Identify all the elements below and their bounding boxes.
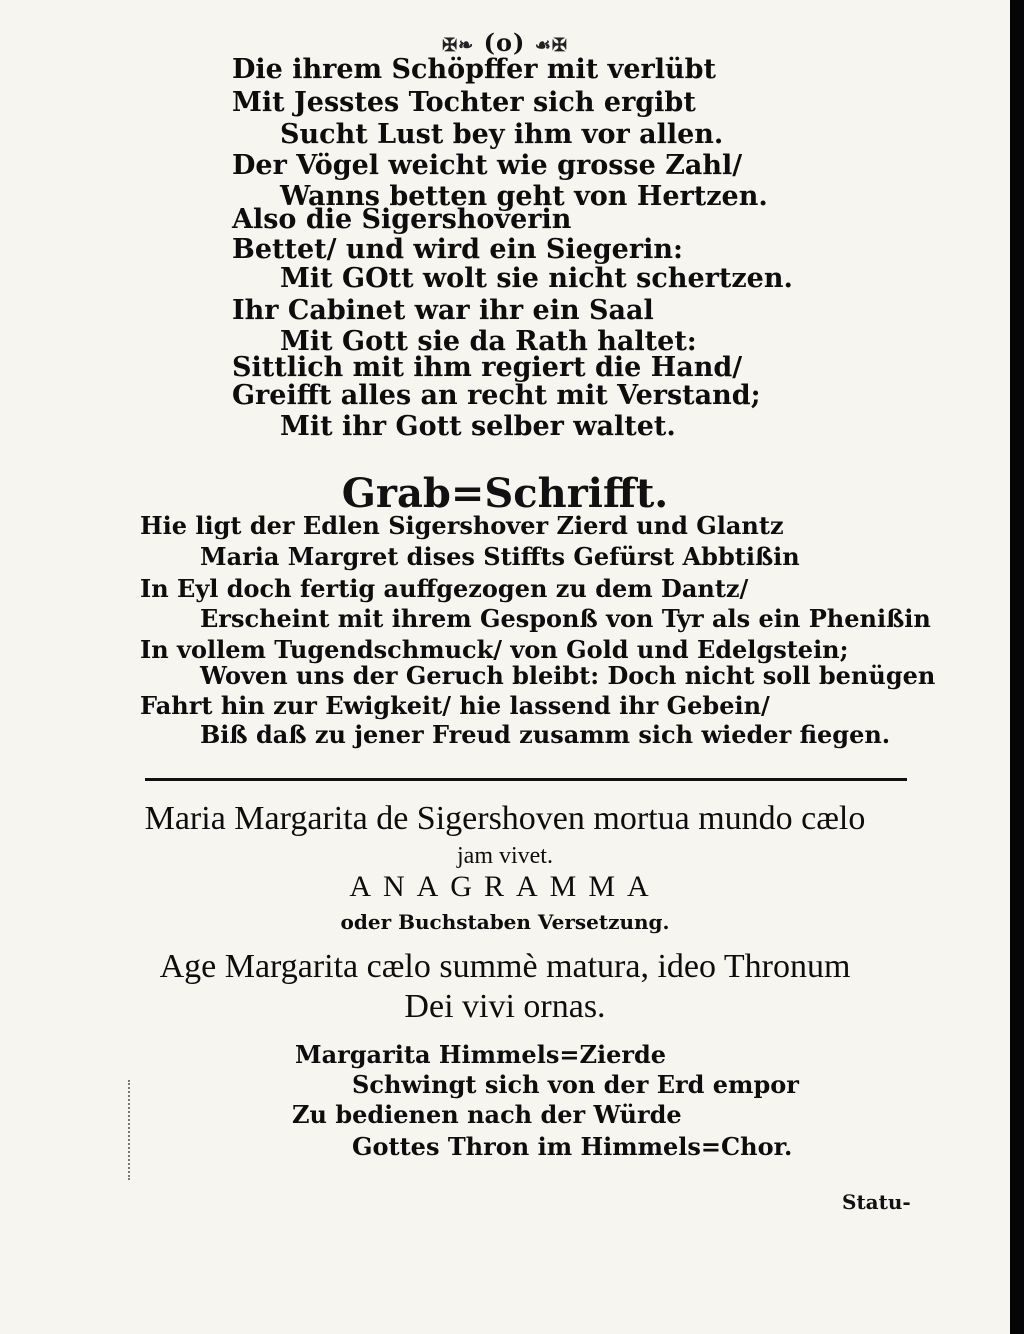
poem-line: Sucht Lust bey ihm vor allen. — [280, 119, 724, 150]
poem-line: Mit ihr Gott selber waltet. — [280, 411, 676, 442]
epitaph-line: Fahrt hin zur Ewigkeit/ hie lassend ihr Gebein/ — [140, 691, 770, 720]
verse-line: Zu bedienen nach der Würde — [292, 1100, 682, 1129]
section-rule — [145, 778, 907, 781]
verse-line: Gottes Thron im Himmels=Chor. — [352, 1132, 793, 1161]
scan-edge — [1010, 0, 1024, 1334]
poem-line: Die ihrem Schöpffer mit verlübt — [232, 54, 716, 85]
epitaph-line: Hie ligt der Edlen Sigershover Zierd und Glantz — [140, 511, 784, 540]
poem-line: Ihr Cabinet war ihr ein Saal — [232, 295, 654, 326]
verse-line: Margarita Himmels=Zierde — [295, 1040, 667, 1069]
poem-line: Mit Jesstes Tochter sich ergibt — [232, 87, 696, 118]
epitaph-line: Maria Margret dises Stiffts Gefürst Abbtißin — [200, 542, 800, 571]
epitaph-line: In Eyl doch fertig auffgezogen zu dem Dantz/ — [140, 574, 749, 603]
poem-line: Der Vögel weicht wie grosse Zahl/ — [232, 150, 743, 181]
page-header — [0, 28, 1010, 57]
ornament-left: ✠❧ — [442, 35, 475, 56]
poem-line: Also die Sigershoverin — [232, 204, 572, 235]
page-mark: (o) — [483, 28, 526, 57]
epitaph-line: Erscheint mit ihrem Gesponß von Tyr als ein Phenißin — [200, 604, 931, 633]
poem-line: Mit Gott sie da Rath haltet: — [280, 326, 697, 357]
epitaph-line: Biß daß zu jener Freud zusamm sich wieder fiegen. — [200, 720, 891, 749]
epitaph-line: Woven uns der Geruch bleibt: Doch nicht soll benügen — [200, 661, 936, 690]
verse-line: Schwingt sich von der Erd empor — [352, 1070, 799, 1099]
anagram-subheading: oder Buchstaben Versetzung. — [340, 910, 670, 934]
epitaph-title: Grab=Schrifft. — [341, 470, 669, 517]
poem-line: Mit GOtt wolt sie nicht schertzen. — [280, 263, 793, 294]
anagram-heading: ANAGRAMMA — [349, 870, 661, 903]
scan-mark — [128, 1080, 133, 1180]
poem-line: Bettet/ und wird ein Siegerin: — [232, 234, 683, 265]
latin-line: Maria Margarita de Sigershoven mortua mundo cælo — [144, 800, 866, 837]
ornament-right: ☙✠ — [534, 35, 568, 56]
latin-line: jam vivet. — [457, 843, 553, 869]
poem-line: Greifft alles an recht mit Verstand; — [232, 380, 761, 411]
anagram-line: Age Margarita cælo summè matura, ideo Thronum — [159, 948, 851, 985]
poem-line: Wanns betten geht von Hertzen. — [280, 181, 768, 212]
anagram-line: Dei vivi ornas. — [404, 988, 606, 1025]
catchword: Statu- — [842, 1190, 911, 1214]
epitaph-line: In vollem Tugendschmuck/ von Gold und Edelgstein; — [140, 635, 849, 664]
poem-line: Sittlich mit ihm regiert die Hand/ — [232, 352, 743, 383]
